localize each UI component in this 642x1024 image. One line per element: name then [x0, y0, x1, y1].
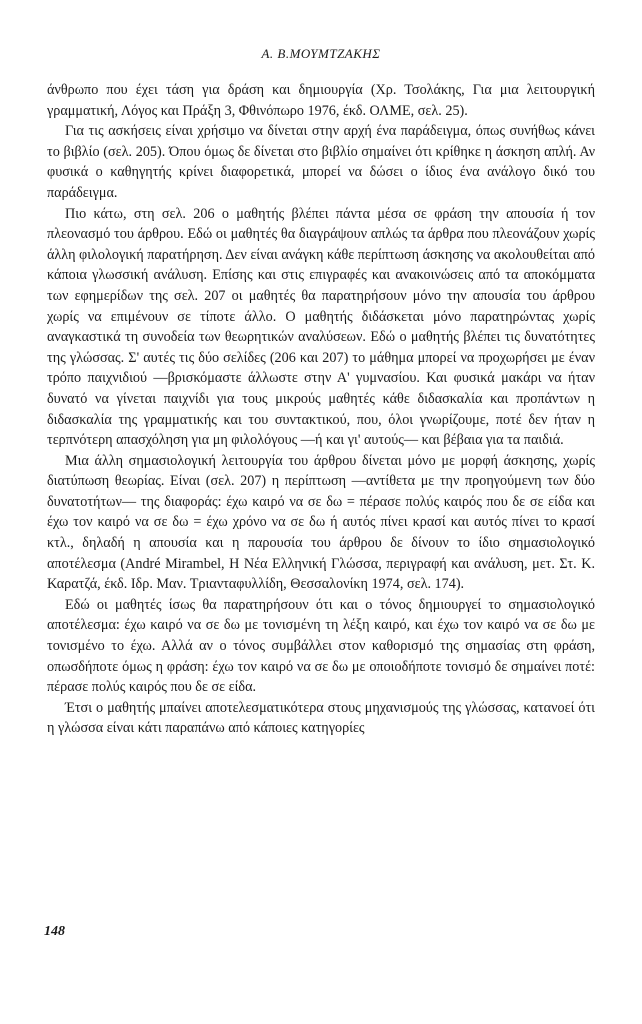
body-text: [47, 80, 595, 739]
paragraph-3: Πιο κάτω, στη σελ. 206 ο μαθητής βλέπει πάντα μέσα σε φράση την απουσία ή τον πλεονασμό του άρθρου. Εδώ οι μαθητές θα διαγράψουν απλώς τα άρθρα που πλεονάζουν χωρίς άλλη φιλολογική παρατήρηση. Δεν είναι ανάγκη κάθε περίπτωση άσκησης να ακολουθείται από κάποια γλωσσική ανάλυση. Επίσης και στις επιγραφές και ανακοινώσεις από τα αποκόμματα των εφημερίδων της σελ. 207 οι μαθητές θα παρατηρήσουν μόνο την απουσία του άρθρου χωρίς να επιμένουν σε τίποτε άλλο. Ο μαθητής διδάσκεται μόνο παρατηρώντας χωρίς αναγκαστικά τη συνοδεία των θεωρητικών αναλύσεων. Εδώ ο μαθητής βλέπει τις δυνατότητες της γλώσσας. Σ' αυτές τις δύο σελίδες (206 και 207) το μάθημα μπορεί να προχωρήσει με έναν τρόπο παιχνιδιού —βρισκόμαστε άλλωστε στην Α' γυμνασίου. Και φυσικά μακάρι να ήταν δυνατό να γίνεται παιχνίδι για τους μικρούς μαθητές κάθε διδασκαλία και προπάντων η διδασκαλία της γραμματικής και του συντακτικού, που, όλοι γνωρίζουμε, ποτέ δεν ήταν η τερπνότερη απασχόληση για μη φιλολόγους —ή και γι' αυτούς— και βέβαια για τα παιδιά.: [47, 205, 595, 449]
paragraph-6: Έτσι ο μαθητής μπαίνει αποτελεσματικότερα στους μηχανισμούς της γλώσσας, κατανοεί ότι η γλώσσα είναι κάτι παραπάνω από κάποιες κατηγορίες: [47, 699, 595, 737]
running-head: Α. Β.ΜΟΥΜΤΖΑΚΗΣ: [261, 46, 381, 61]
paragraph-2: Για τις ασκήσεις είναι χρήσιμο να δίνεται στην αρχή ένα παράδειγμα, όπως συνήθως κάνει το βιβλίο (σελ. 205). Όπου όμως δε δίνεται στο βιβλίο σημαίνει ότι κρίθηκε η άσκηση απλή. Αν φυσικά ο καθηγητής κρίνει διαφορετικά, μπορεί να δώσει ο ίδιος ένα ανάλογο δικό του παράδειγμα.: [47, 123, 595, 201]
paragraph-5: Εδώ οι μαθητές ίσως θα παρατηρήσουν ότι και ο τόνος δημιουργεί το σημασιολογικό αποτέλεσμα: έχω καιρό να σε δω με τονισμένη τη λέξη καιρό, και έχω τον καιρό να σε δω με τονισμένο το έχω. Αλλά αν ο τόνος συμβάλλει στον καθορισμό της σημασίας στη φράση, οπωσδήποτε όμως η φράση: έχω τον καιρό να σε δω με οποιοδήποτε τονισμό δε σημαίνει ποτέ: πέρασε πολύς καιρός που δε σε είδα.: [47, 596, 595, 696]
paragraph-4: Μια άλλη σημασιολογική λειτουργία του άρθρου δίνεται μόνο με μορφή άσκησης, χωρίς διατύπωση θεωρίας. Είναι (σελ. 207) η περίπτωση —αντίθετα με την προηγούμενη των δύο δυνατοτήτων— της διαφοράς: έχω καιρό να σε δω = πέρασε πολύς καιρός που δε σε είδα και έχω τον καιρό να σε δω = έχω χρόνο να σε δω ή αυτός πίνει κρασί και αυτός πίνει το κρασί κτλ., δηλαδή η απουσία και η παρουσία του άρθρου δε δίνουν το ίδιο σημασιολογικό αποτέλεσμα (André Mirambel, Η Νέα Ελληνική Γλώσσα, περιγραφή και ανάλυση, μετ. Στ. Κ. Καρατζά, έκδ. Ιδρ. Μαν. Τριανταφυλλίδη, Θεσσαλονίκη 1974, σελ. 174).: [47, 452, 595, 593]
paragraph-1: άνθρωπο που έχει τάση για δράση και δημιουργία (Χρ. Τσολάκης, Για μια λειτουργική γραμματική, Λόγος και Πράξη 3, Φθινόπωρο 1976, έκδ. ΟΛΜΕ, σελ. 25).: [47, 82, 595, 119]
page-number: 148: [44, 924, 65, 939]
